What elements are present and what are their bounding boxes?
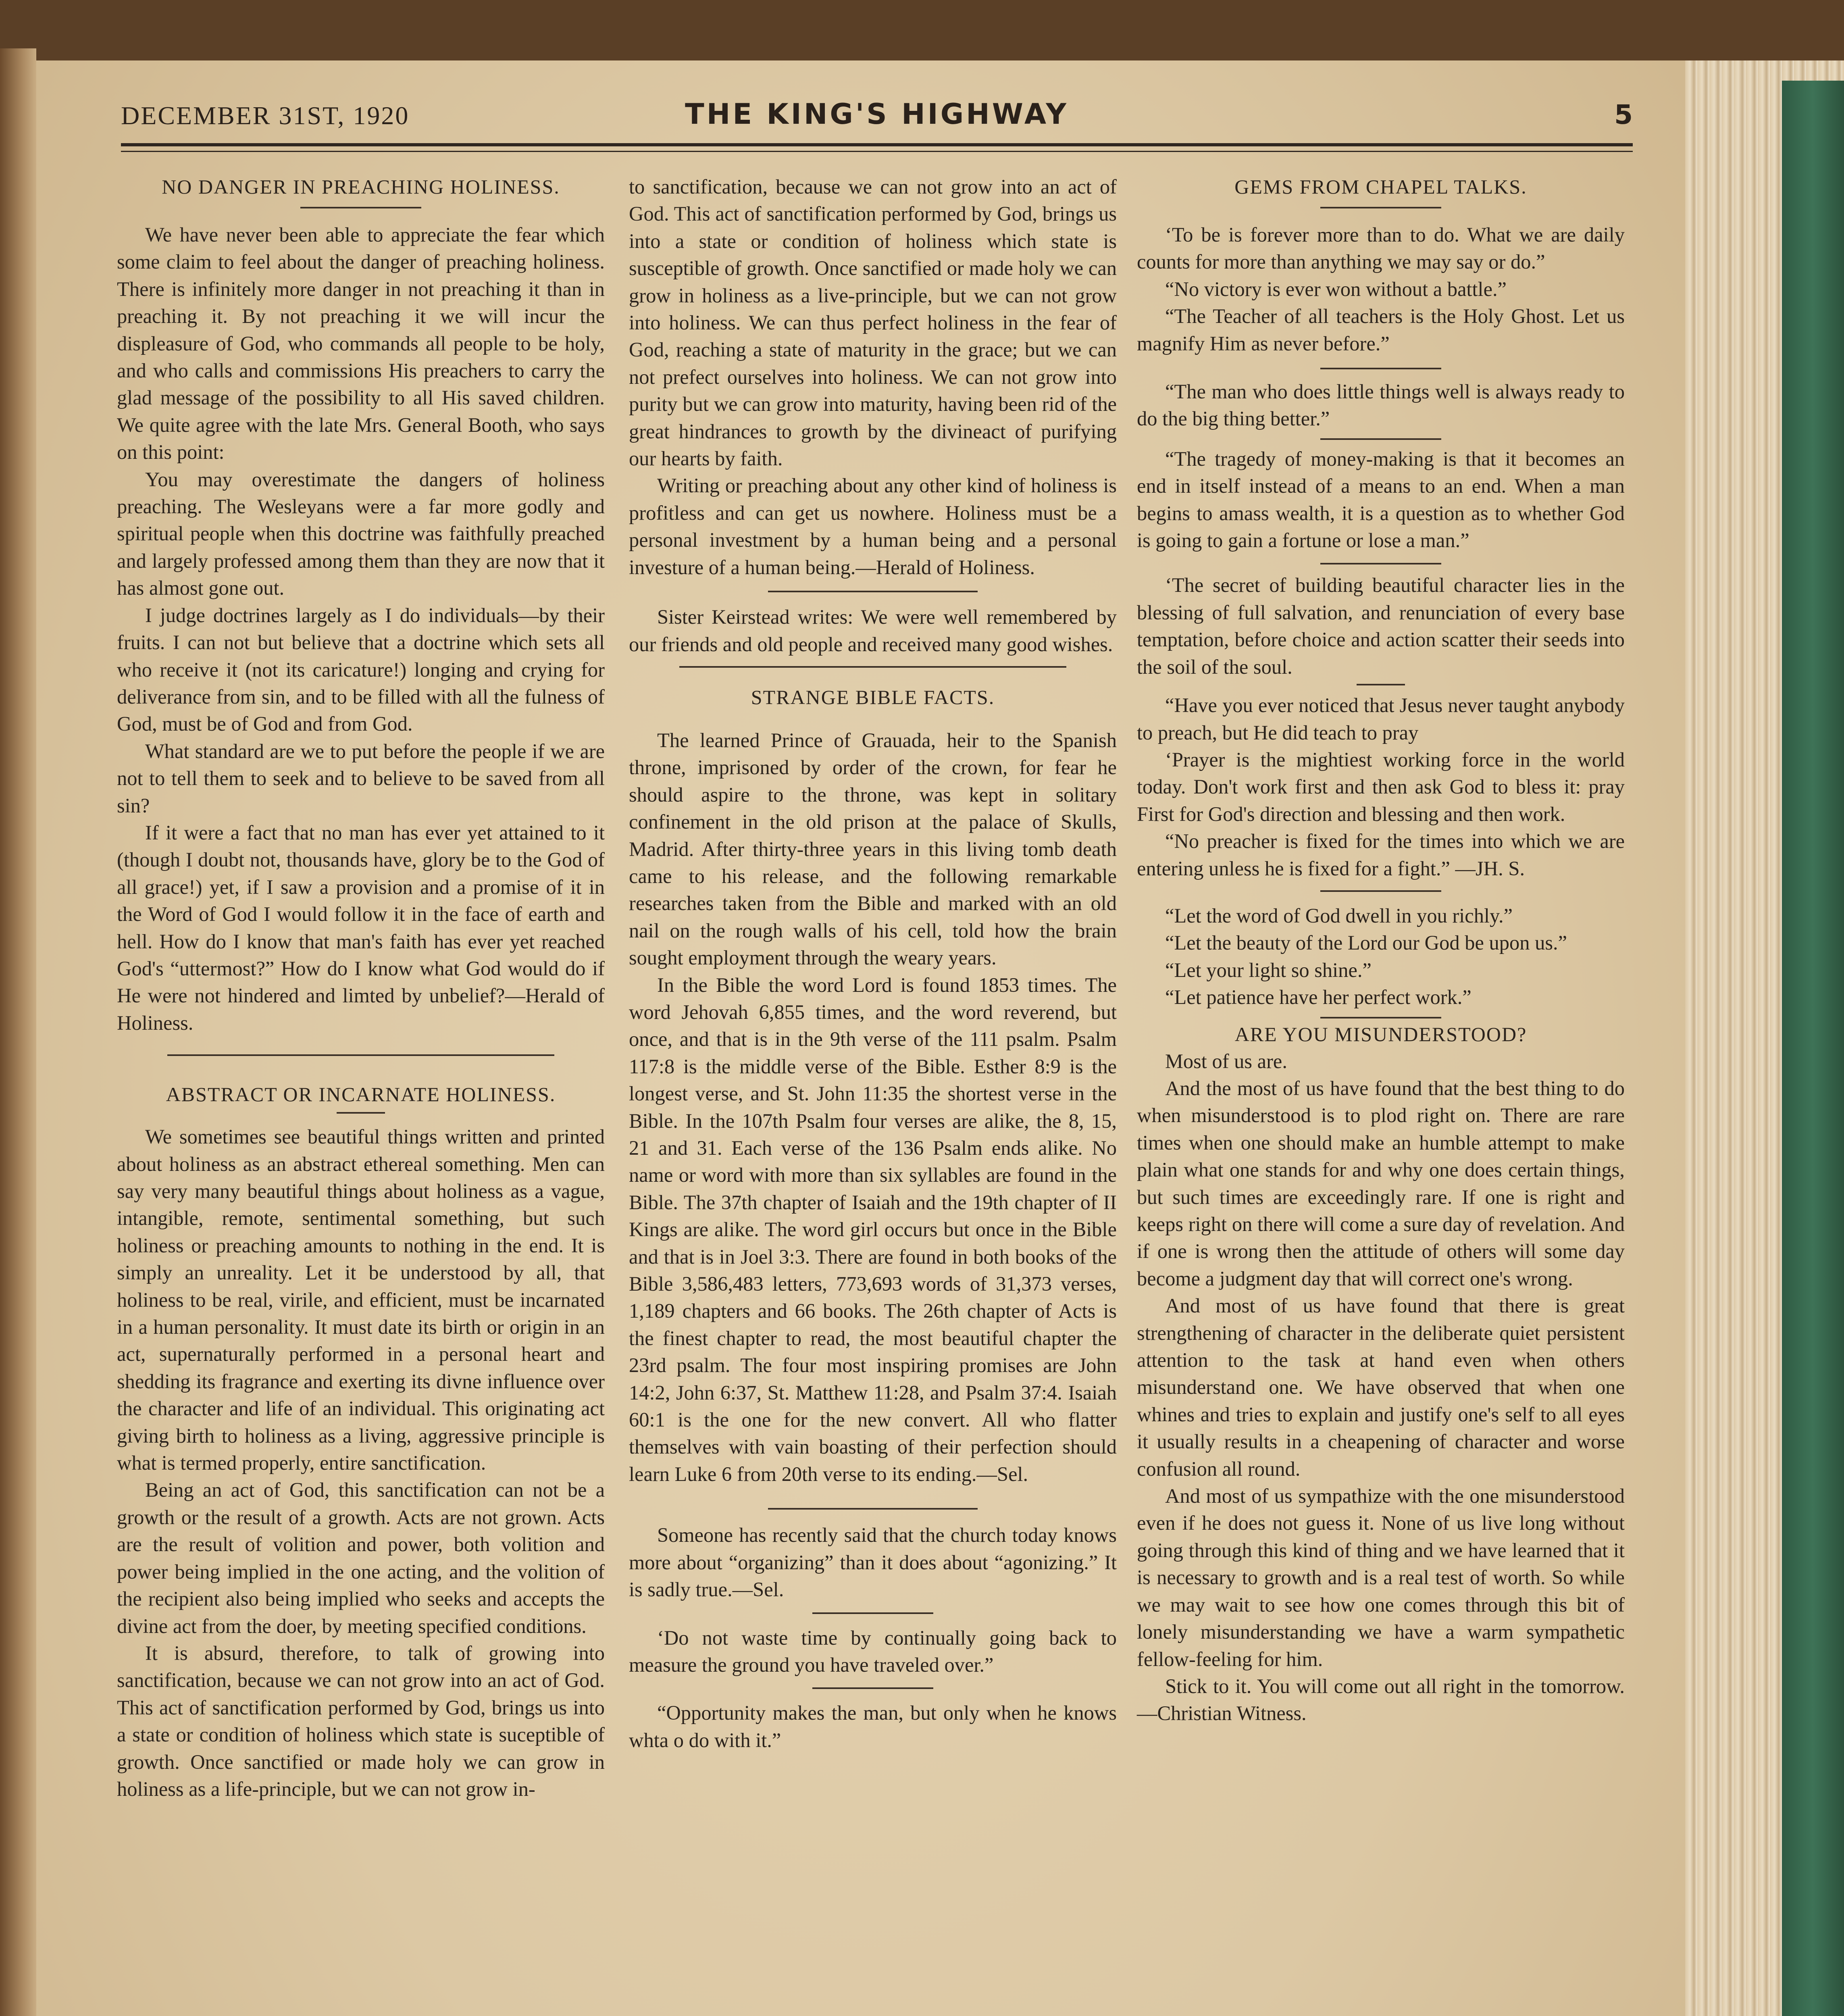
article-title: ABSTRACT OR INCARNATE HOLINESS. xyxy=(166,1083,556,1106)
paragraph: I judge doctrines largely as I do individuals—by their fruits. I can not but believe that a doctrine which sets all who receive it (not its caricature!) longing and crying for deliverance from sin, and to be filled with all the fulness of God, must be of God and from God. xyxy=(117,604,605,735)
title-rule xyxy=(337,1112,385,1114)
issue-date: DECEMBER 31ST, 1920 xyxy=(121,101,410,130)
spacer xyxy=(629,711,1117,727)
paragraph: And most of us sympathize with the one misunderstood even if he does not guess it. None of us live long without going through this kind of thing and we have learned that it is necessary to growth and is a real test of worth. So while we may wait to see how one comes through this bit of lonely misunderstanding we have a warm sympathetic fellow-feeling for him. xyxy=(1137,1485,1625,1670)
gem-divider xyxy=(1320,890,1441,892)
paragraph: In the Bible the word Lord is found 1853 times. The word Jehovah 6,855 times, and the word reverend, but once, and that is in the 9th verse of the 111 psalm. Psalm 117:8 is the middle verse of the Bible. Esther 8:9 is the longest verse, and St. John 11:35 the shortest verse in the Bible. In the 107th Psalm four verses are alike, the 8, 15, 21 and 31. Each verse of the 136 Psalm ends alike. No name or word with more than six syllables are found in the Bible. The 37th chapter of Isaiah and the 19th chapter of II Kings are alike. The word girl occurs but once in the Bible and that is in Joel 3:3. There are found in both books of the Bible 3,586,483 letters, 773,693 words of 31,373 verses, 1,189 chapters and 66 books. The 26th chapter of Acts is the finest chapter to read, the most beautiful chapter the 23rd psalm. The four most inspiring promises are John 14:2, John 6:37, St. Matthew 11:28, and Psalm 37:4. Isaiah 60:1 is the one for the new convert. All who flatter themselves with vain boasting of their perfection should learn Luke 6 from 20th verse to its ending.—Sel. xyxy=(629,973,1117,1485)
paragraph: Someone has recently said that the church today knows more about “organizing” than it does about “agonizing.” It is sadly true.—Sel. xyxy=(629,1524,1117,1601)
paragraph: “Let patience have her perfect work.” xyxy=(1165,986,1471,1009)
article-divider xyxy=(679,666,1066,668)
paragraph: You may overestimate the dangers of holiness preaching. The Wesleyans were a far more godly and spiritual people when this doctrine was faithfully preached and largely professed among them than they are now that it has almost gone out. xyxy=(117,468,605,600)
gem-divider xyxy=(1320,563,1441,564)
paragraph: “The tragedy of money-making is that it becomes an end in itself instead of a means to an end. When a man begins to amass wealth, it is a question as to whether God is going to gain a fortune or lose a man.” xyxy=(1137,447,1625,552)
paragraph: “Let your light so shine.” xyxy=(1165,958,1372,981)
paragraph: It is absurd, therefore, to talk of growing into sanctification, because we can not grow into an act of God. This act of sanctification performed by God, brings us into a state or condition of holiness which state is suceptible of growth. Once sanctified or made holy we can grow in holiness as a life-principle, but we can not grow in- xyxy=(117,1641,605,1800)
paragraph: Being an act of God, this sanctification can not be a growth or the result of a growth. Acts are not grown. Acts are the result of volition and power, both volition and power being implied in the one acting, and the volition of the recipient also being implied who seeks and accepts the divine act from the doer, by meeting specified conditions. xyxy=(117,1479,605,1637)
paragraph: “Have you ever noticed that Jesus never taught anybody to preach, but He did teach to pray xyxy=(1137,694,1625,744)
paragraph: Stick to it. You will come out all right in the tomorrow.—Christian Witness. xyxy=(1137,1674,1625,1725)
paragraph: “Let the beauty of the Lord our God be upon us.” xyxy=(1165,931,1567,954)
article-divider xyxy=(768,591,978,592)
quote-divider xyxy=(812,1612,933,1614)
column-3 xyxy=(1137,173,1625,1727)
paragraph: If it were a fact that no man has ever yet attained to it (though I doubt not, thousands have, glory be to the God of all grace!) yet, if I saw a provision and a promise of it in the Word of God I would follow it in the face of earth and hell. How do I know that man's faith has ever yet reached God's “uttermost?” How do I know what God would do if He were not hindered and limted by unbelief?—Herald of Holiness. xyxy=(117,821,605,1034)
paragraph: ‘The secret of building beautiful character lies in the blessing of full salvation, and renunciation of every base temptation, before choice and action scatter their seeds into the soil of the soul. xyxy=(1137,574,1625,678)
column-2 xyxy=(629,173,1117,1754)
title-rule xyxy=(1320,207,1441,208)
paragraph: ‘Prayer is the mightiest working force in the world today. Don't work first and then ask God to bless it: pray First for God's direction and blessing and then work. xyxy=(1137,748,1625,825)
masthead xyxy=(121,97,1633,141)
article-title: NO DANGER IN PREACHING HOLINESS. xyxy=(162,175,560,198)
paragraph: What standard are we to put before the people if we are not to tell them to seek and to believe to be saved from all sin? xyxy=(117,739,605,817)
article-title: GEMS FROM CHAPEL TALKS. xyxy=(1234,175,1527,198)
article-divider xyxy=(1320,1017,1441,1018)
page-number: 5 xyxy=(1614,99,1633,130)
masthead-rule-thin xyxy=(121,151,1633,152)
article-title: ARE YOU MISUNDERSTOOD? xyxy=(1234,1023,1527,1045)
paragraph: “The Teacher of all teachers is the Holy Ghost. Let us magnify Him as never before.” xyxy=(1137,305,1625,355)
article-title: STRANGE BIBLE FACTS. xyxy=(751,685,995,708)
article-divider xyxy=(167,1054,554,1056)
gem-divider xyxy=(1320,368,1441,369)
paragraph: “The man who does little things well is always ready to do the big thing better.” xyxy=(1137,380,1625,430)
title-rule xyxy=(300,207,421,208)
quote-divider xyxy=(812,1687,933,1689)
paragraph: And most of us have found that there is great strengthening of character in the deliberate quiet persistent attention to the task at hand even when others misunderstand one. We have observed that when one whines and tries to explain and justify one's self to all eyes it usually results in a cheapening of character and worse confusion all round. xyxy=(1137,1294,1625,1480)
paragraph: And the most of us have found that the best thing to do when misunderstood is to plod right on. There are rare times when one should make an humble attempt to make plain what one stands for and why one does certain things, but such times are exceedingly rare. If one is right and keeps right on there will come a sure day of revelation. And if one is wrong then the attitude of others will some day become a judgment day that will correct one's wrong. xyxy=(1137,1077,1625,1290)
book-binding xyxy=(1782,81,1844,2016)
paragraph: “No victory is ever won without a battle.” xyxy=(1165,277,1507,300)
newspaper-title: THE KING'S HIGHWAY xyxy=(685,98,1069,131)
paragraph: Writing or preaching about any other kind of holiness is profitless and can get us nowhere. Holiness must be a personal investment by a human being and a personal investure of a human being.—Herald of Holiness. xyxy=(629,474,1117,579)
paragraph: “Opportunity makes the man, but only when he knows whta o do with it.” xyxy=(629,1702,1117,1752)
facing-page-edge xyxy=(0,48,36,2016)
paragraph: We sometimes see beautiful things written and printed about holiness as an abstract ethereal something. Men can say very many beautiful things about holiness as a vague, intangible, remote, sentimental something, but such holiness or preaching amounts to nothing in the end. It is simply an unreality. Let it be understood by all, that holiness to be real, virile, and efficient, must be incarnated in a human personality. It must date its birth or origin in an act, supernaturally performed in a personal heart and shedding its fragrance and exerting its divne influence over the character and life of an individual. This originating act giving birth to holiness as a living, aggressive principle is what is termed properly, entire sanctification. xyxy=(117,1125,605,1475)
paragraph: “Let the word of God dwell in you richly.” xyxy=(1165,904,1513,927)
paragraph: ‘To be is forever more than to do. What we are daily counts for more than anything we may say or do.” xyxy=(1137,223,1625,273)
masthead-rule-thick xyxy=(121,143,1633,146)
paragraph: Sister Keirstead writes: We were well remembered by our friends and old people and received many good wishes. xyxy=(629,606,1117,656)
paragraph: We have never been able to appreciate the fear which some claim to feel about the danger of preaching holiness. There is infinitely more danger in not preaching it than in preaching it. By not preaching it we will incur the displeasure of God, who commands all people to be holy, and who calls and commissions His preachers to carry the glad message of the possibility to all His saved children. We quite agree with the late Mrs. General Booth, who says on this point: xyxy=(117,223,605,464)
paragraph: ‘Do not waste time by continually going back to measure the ground you have traveled over.” xyxy=(629,1626,1117,1676)
paragraph: Most of us are. xyxy=(1165,1050,1287,1073)
paragraph: “No preacher is fixed for the times into which we are entering unless he is fixed for a fight.” —JH. S. xyxy=(1137,830,1625,880)
gem-divider xyxy=(1357,684,1405,685)
gem-divider xyxy=(1320,438,1441,440)
paragraph: The learned Prince of Grauada, heir to the Spanish throne, imprisoned by order of the crown, for fear he should aspire to the throne, was kept in solitary confinement in the old prison at the palace of Skulls, Madrid. After thirty-three years in this living tomb death came to his release, and the following remarkable researches taken from the Bible and marked with an old nail on the rough walls of his cell, told how the brain sought employment through the weary years. xyxy=(629,729,1117,969)
paragraph: to sanctification, because we can not grow into an act of God. This act of sanctification performed by God, brings us into a state or condition of holiness which state is susceptible of growth. Once sanctified or made holy we can grow in holiness as a live-principle, but we can not grow into holiness. We can thus perfect holiness in the fear of God, reaching a state of maturity in the grace; but we can not prefect ourselves into holiness. We can not grow into purity but we can grow into maturity, having been rid of the great hindrances to growth by the divineact of purifying our hearts by faith. xyxy=(629,175,1117,470)
column-1 xyxy=(117,173,605,1803)
article-divider xyxy=(768,1508,978,1510)
